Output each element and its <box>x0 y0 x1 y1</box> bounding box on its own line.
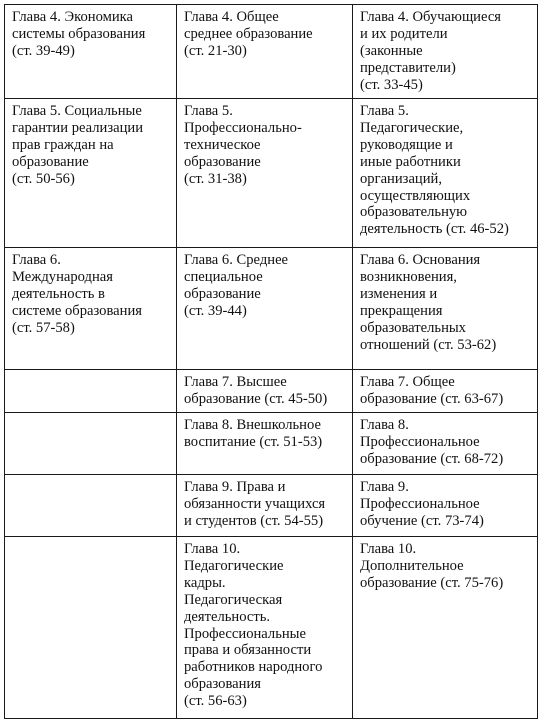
cell-text-line: (ст. 21-30) <box>184 42 247 59</box>
cell-text-line: Международная <box>12 268 113 285</box>
table-row <box>5 248 538 370</box>
table-row <box>5 370 538 413</box>
cell-text-line: Педагогическая <box>184 591 283 608</box>
cell-text-line: Глава 4. Общее <box>184 9 279 25</box>
cell-text-line: отношений (ст. 53-62) <box>360 336 497 353</box>
table-cell <box>177 99 353 248</box>
cell-text-line: Профессиональное <box>360 495 480 512</box>
table-cell <box>177 5 353 99</box>
cell-text-line: Глава 10. <box>184 541 241 557</box>
cell-text-line: Глава 6. <box>12 252 61 268</box>
cell-text-line: Глава 6. Среднее <box>184 252 289 268</box>
cell-text-line: Глава 6. Основания <box>360 252 481 268</box>
cell-text-line: деятельность в <box>12 285 105 302</box>
cell-text-line: осуществляющих <box>360 187 471 204</box>
cell-text-line: среднее образование <box>184 25 313 42</box>
table-row <box>5 475 538 537</box>
cell-text-line: Дополнительное <box>360 557 464 574</box>
cell-text-line: и их родители <box>360 25 448 42</box>
table-cell <box>5 413 177 475</box>
cell-text-line: Профессиональные <box>184 625 306 642</box>
cell-text-line: (ст. 57-58) <box>12 319 75 336</box>
cell-text-line: (ст. 39-49) <box>12 42 75 59</box>
cell-text-line: изменения и <box>360 285 438 302</box>
cell-text-line: (ст. 50-56) <box>12 170 75 187</box>
cell-text-line: гарантии реализации <box>12 119 144 136</box>
cell-text-line: системы образования <box>12 25 146 42</box>
cell-text-line: (ст. 56-63) <box>184 693 247 710</box>
cell-text-line: воспитание (ст. 51-53) <box>184 433 323 450</box>
table-cell <box>177 413 353 475</box>
cell-text-line: иные работники <box>360 153 461 170</box>
cell-text-line: (ст. 31-38) <box>184 170 247 187</box>
table-cell <box>353 99 538 248</box>
table-row <box>5 5 538 99</box>
cell-text-line: образование <box>12 153 89 170</box>
table-body <box>5 5 538 719</box>
cell-text-line: Глава 7. Высшее <box>184 374 287 390</box>
cell-text-line: Профессиональное <box>360 433 480 450</box>
cell-text-line: прекращения <box>360 302 443 319</box>
cell-text-line: Глава 7. Общее <box>360 374 455 390</box>
cell-text-line: Педагогические <box>184 557 284 574</box>
cell-text-line: (ст. 39-44) <box>184 302 247 319</box>
table-cell <box>177 475 353 537</box>
cell-text-line: специальное <box>184 268 263 285</box>
cell-text-line: представители) <box>360 59 456 76</box>
cell-text-line: Глава 4. Экономика <box>12 9 134 25</box>
cell-text-line: Глава 5. <box>360 103 409 119</box>
table-cell <box>353 370 538 413</box>
table-cell <box>177 248 353 370</box>
table-cell <box>353 537 538 719</box>
table-cell <box>5 99 177 248</box>
cell-text-line: техническое <box>184 136 261 153</box>
table-row <box>5 99 538 248</box>
chapters-comparison-table <box>4 4 538 719</box>
cell-text-line: и студентов (ст. 54-55) <box>184 512 324 529</box>
table-cell <box>353 413 538 475</box>
cell-text-line: (законные <box>360 42 423 59</box>
table-cell <box>353 475 538 537</box>
cell-text-line: прав граждан на <box>12 136 114 153</box>
cell-text-line: образование (ст. 68-72) <box>360 450 504 467</box>
cell-text-line: образования <box>184 676 261 693</box>
table-cell <box>5 370 177 413</box>
table-row <box>5 537 538 719</box>
cell-text-line: Педагогические, <box>360 119 464 136</box>
table-cell <box>353 5 538 99</box>
cell-text-line: возникновения, <box>360 268 457 285</box>
cell-text-line: руководящие и <box>360 136 453 153</box>
cell-text-line: образование (ст. 75-76) <box>360 574 504 591</box>
cell-text-line: Глава 5. Социальные <box>12 103 142 119</box>
cell-text-line: образование <box>184 285 261 302</box>
cell-text-line: Глава 9. Права и <box>184 479 286 495</box>
table-row <box>5 413 538 475</box>
cell-text-line: Глава 8. <box>360 417 409 433</box>
table-cell <box>353 248 538 370</box>
cell-text-line: системе образования <box>12 302 142 319</box>
table-cell <box>177 370 353 413</box>
cell-text-line: деятельность (ст. 46-52) <box>360 221 509 238</box>
table-cell <box>177 537 353 719</box>
cell-text-line: обязанности учащихся <box>184 495 326 512</box>
cell-text-line: организаций, <box>360 170 442 187</box>
cell-text-line: образование (ст. 45-50) <box>184 390 328 407</box>
cell-text-line: деятельность. <box>184 608 271 625</box>
cell-text-line: Глава 8. Внешкольное <box>184 417 321 433</box>
table-cell <box>5 248 177 370</box>
cell-text-line: Профессионально- <box>184 119 302 136</box>
cell-text-line: Глава 5. <box>184 103 233 119</box>
table-cell <box>5 475 177 537</box>
cell-text-line: Глава 4. Обучающиеся <box>360 9 502 25</box>
cell-text-line: (ст. 33-45) <box>360 76 423 93</box>
table-cell <box>5 5 177 99</box>
cell-text-line: образовательных <box>360 319 466 336</box>
cell-text-line: обучение (ст. 73-74) <box>360 512 484 529</box>
cell-text-line: образовательную <box>360 204 468 221</box>
cell-text-line: Глава 9. <box>360 479 409 495</box>
cell-text-line: кадры. <box>184 574 226 591</box>
cell-text-line: образование (ст. 63-67) <box>360 390 504 407</box>
table-cell <box>5 537 177 719</box>
cell-text-line: Глава 10. <box>360 541 417 557</box>
cell-text-line: образование <box>184 153 261 170</box>
cell-text-line: права и обязанности <box>184 642 312 659</box>
cell-text-line: работников народного <box>184 659 323 676</box>
